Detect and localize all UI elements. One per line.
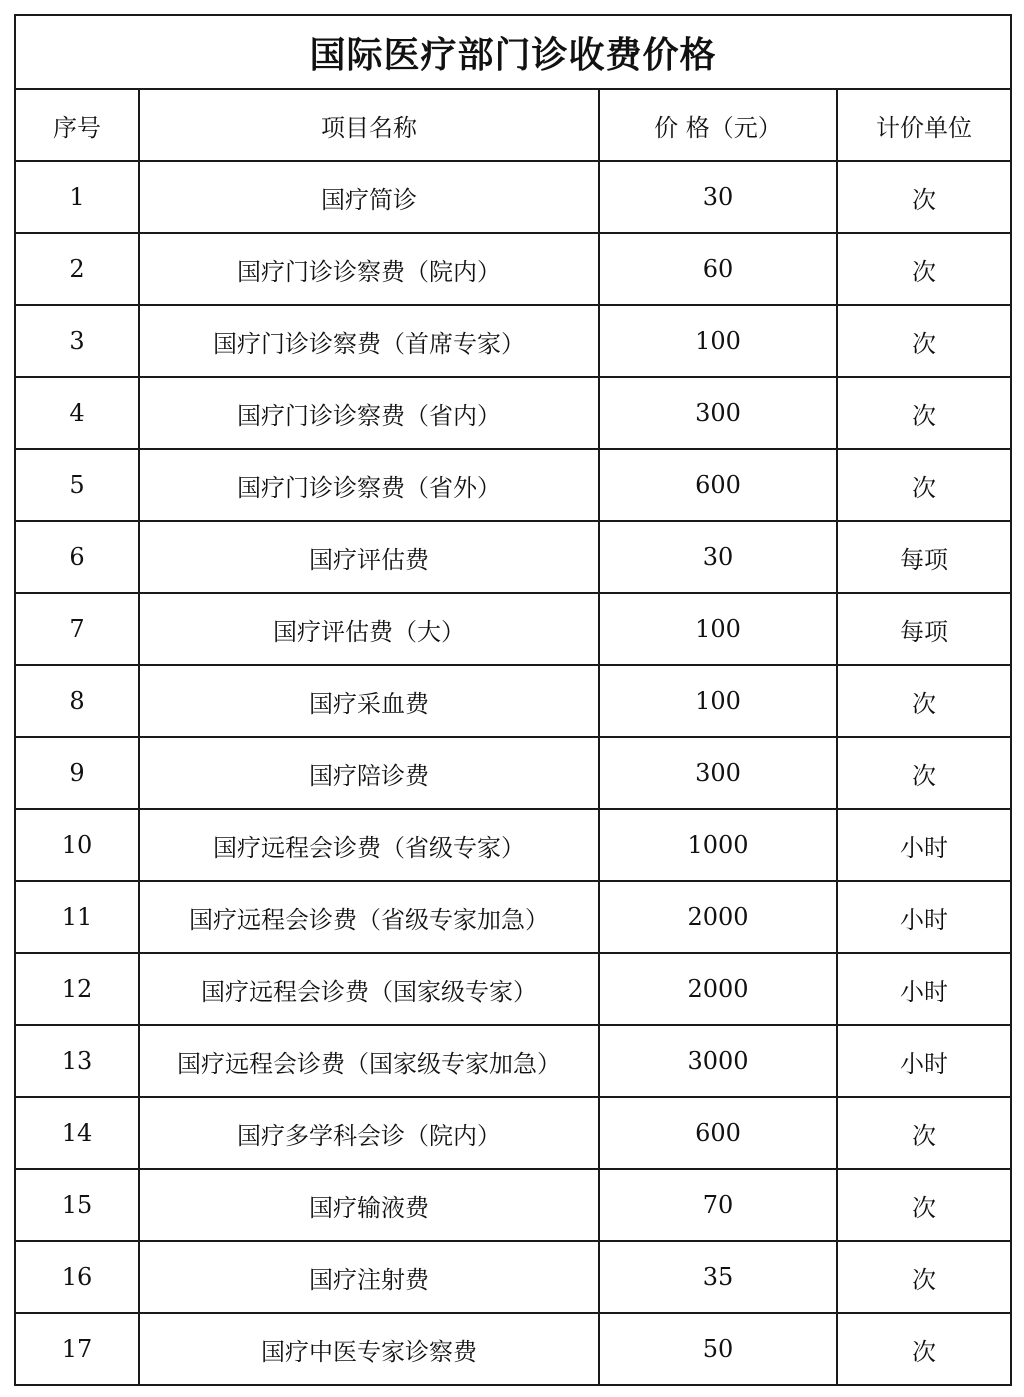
table-row bbox=[15, 377, 1011, 449]
cell-name: 国疗门诊诊察费（省内） bbox=[139, 377, 599, 449]
cell-unit: 次 bbox=[837, 161, 1011, 233]
table-row bbox=[15, 1169, 1011, 1241]
cell-price: 35 bbox=[599, 1241, 837, 1313]
cell-name: 国疗中医专家诊察费 bbox=[139, 1313, 599, 1385]
table-row bbox=[15, 1313, 1011, 1385]
table-row bbox=[15, 881, 1011, 953]
cell-unit: 次 bbox=[837, 1169, 1011, 1241]
cell-unit: 次 bbox=[837, 377, 1011, 449]
cell-price: 30 bbox=[599, 161, 837, 233]
cell-name: 国疗评估费（大） bbox=[139, 593, 599, 665]
cell-price: 100 bbox=[599, 593, 837, 665]
cell-name: 国疗简诊 bbox=[139, 161, 599, 233]
cell-no: 17 bbox=[15, 1313, 139, 1385]
cell-no: 10 bbox=[15, 809, 139, 881]
cell-unit: 次 bbox=[837, 737, 1011, 809]
cell-no: 14 bbox=[15, 1097, 139, 1169]
cell-no: 9 bbox=[15, 737, 139, 809]
cell-unit: 小时 bbox=[837, 809, 1011, 881]
cell-no: 2 bbox=[15, 233, 139, 305]
cell-no: 15 bbox=[15, 1169, 139, 1241]
table-row bbox=[15, 1241, 1011, 1313]
cell-name: 国疗远程会诊费（国家级专家加急） bbox=[139, 1025, 599, 1097]
table-row bbox=[15, 305, 1011, 377]
cell-no: 5 bbox=[15, 449, 139, 521]
cell-no: 6 bbox=[15, 521, 139, 593]
cell-unit: 小时 bbox=[837, 881, 1011, 953]
table-row bbox=[15, 1097, 1011, 1169]
cell-unit: 每项 bbox=[837, 593, 1011, 665]
cell-price: 1000 bbox=[599, 809, 837, 881]
cell-unit: 次 bbox=[837, 665, 1011, 737]
header-unit: 计价单位 bbox=[837, 89, 1011, 161]
cell-price: 2000 bbox=[599, 953, 837, 1025]
cell-name: 国疗多学科会诊（院内） bbox=[139, 1097, 599, 1169]
table-body bbox=[15, 161, 1011, 1385]
cell-unit: 每项 bbox=[837, 521, 1011, 593]
cell-unit: 次 bbox=[837, 305, 1011, 377]
cell-unit: 次 bbox=[837, 449, 1011, 521]
cell-price: 70 bbox=[599, 1169, 837, 1241]
cell-no: 3 bbox=[15, 305, 139, 377]
cell-unit: 小时 bbox=[837, 1025, 1011, 1097]
cell-no: 11 bbox=[15, 881, 139, 953]
table-row bbox=[15, 449, 1011, 521]
cell-unit: 次 bbox=[837, 1313, 1011, 1385]
cell-no: 4 bbox=[15, 377, 139, 449]
cell-name: 国疗门诊诊察费（省外） bbox=[139, 449, 599, 521]
table-row bbox=[15, 737, 1011, 809]
cell-price: 2000 bbox=[599, 881, 837, 953]
price-table bbox=[14, 14, 1012, 1386]
cell-name: 国疗远程会诊费（国家级专家） bbox=[139, 953, 599, 1025]
table-row bbox=[15, 953, 1011, 1025]
cell-unit: 次 bbox=[837, 233, 1011, 305]
header-name: 项目名称 bbox=[139, 89, 599, 161]
cell-name: 国疗评估费 bbox=[139, 521, 599, 593]
cell-name: 国疗输液费 bbox=[139, 1169, 599, 1241]
cell-price: 600 bbox=[599, 449, 837, 521]
cell-price: 60 bbox=[599, 233, 837, 305]
cell-name: 国疗陪诊费 bbox=[139, 737, 599, 809]
cell-no: 13 bbox=[15, 1025, 139, 1097]
header-row bbox=[15, 89, 1011, 161]
cell-unit: 次 bbox=[837, 1241, 1011, 1313]
table-row bbox=[15, 593, 1011, 665]
cell-unit: 小时 bbox=[837, 953, 1011, 1025]
cell-name: 国疗门诊诊察费（首席专家） bbox=[139, 305, 599, 377]
cell-price: 100 bbox=[599, 305, 837, 377]
page-title: 国际医疗部门诊收费价格 bbox=[15, 15, 1011, 89]
table-row bbox=[15, 1025, 1011, 1097]
cell-name: 国疗远程会诊费（省级专家） bbox=[139, 809, 599, 881]
cell-price: 30 bbox=[599, 521, 837, 593]
table-row bbox=[15, 665, 1011, 737]
cell-no: 1 bbox=[15, 161, 139, 233]
cell-price: 50 bbox=[599, 1313, 837, 1385]
table-row bbox=[15, 809, 1011, 881]
cell-no: 16 bbox=[15, 1241, 139, 1313]
cell-price: 3000 bbox=[599, 1025, 837, 1097]
cell-price: 300 bbox=[599, 737, 837, 809]
table-row bbox=[15, 161, 1011, 233]
cell-name: 国疗注射费 bbox=[139, 1241, 599, 1313]
cell-unit: 次 bbox=[837, 1097, 1011, 1169]
cell-price: 100 bbox=[599, 665, 837, 737]
table-row bbox=[15, 521, 1011, 593]
header-no: 序号 bbox=[15, 89, 139, 161]
table-row bbox=[15, 233, 1011, 305]
cell-name: 国疗采血费 bbox=[139, 665, 599, 737]
header-price: 价 格（元） bbox=[599, 89, 837, 161]
title-row bbox=[15, 15, 1011, 89]
cell-no: 12 bbox=[15, 953, 139, 1025]
cell-name: 国疗远程会诊费（省级专家加急） bbox=[139, 881, 599, 953]
cell-no: 8 bbox=[15, 665, 139, 737]
cell-price: 300 bbox=[599, 377, 837, 449]
cell-price: 600 bbox=[599, 1097, 837, 1169]
cell-name: 国疗门诊诊察费（院内） bbox=[139, 233, 599, 305]
cell-no: 7 bbox=[15, 593, 139, 665]
